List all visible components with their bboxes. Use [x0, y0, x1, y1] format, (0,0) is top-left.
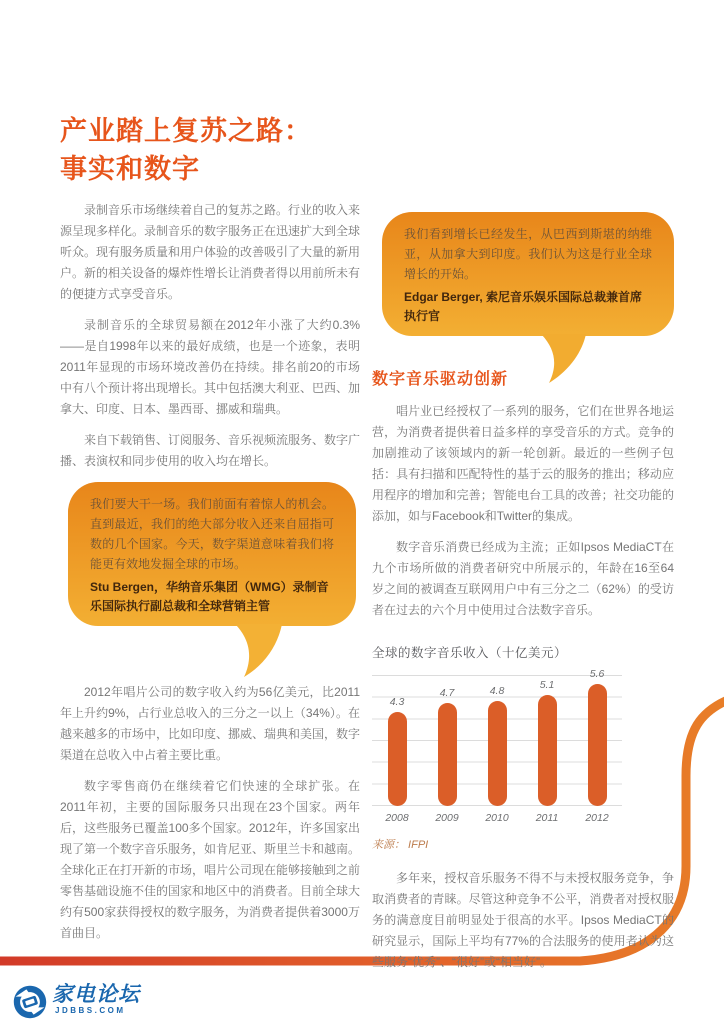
chart-plot-area — [372, 668, 622, 806]
x-axis-label: 2009 — [435, 812, 459, 824]
bar-value-label: 4.8 — [489, 685, 505, 697]
quote-text: 我们要大干一场。我们前面有着惊人的机会。直到最近，我们的绝大部分收入还来自屈指可数的几个国家。今天，数字渠道意味着我们将能更有效地发掘全球的市场。 — [90, 497, 334, 571]
x-axis-label: 2012 — [585, 812, 609, 824]
jdbbs-logo — [12, 984, 140, 1020]
x-axis-label: 2008 — [385, 812, 409, 824]
chart-source: 来源： IFPI — [372, 839, 429, 851]
chart-xlabels — [372, 812, 622, 824]
bar — [438, 703, 457, 806]
page-title-line1: 产业踏上复苏之路： — [60, 116, 312, 146]
quote-attribution: Edgar Berger, 索尼音乐娱乐国际总裁兼首席执行官 — [404, 290, 643, 323]
paragraph: 多年来，授权音乐服务不得不与未授权服务竞争，争取消费者的青睐。尽管这种竞争不公平，消费者对授权服务的满意度目前明显处于很高的水平。Ipsos MediaCT的研究显示，国际上平均有77%的合法服务的使用者认为这些服务“优秀”、“很好”或“相当好”。 — [372, 871, 674, 969]
bar — [388, 712, 407, 806]
left-column — [60, 200, 360, 954]
right-column — [372, 212, 674, 983]
bar-column — [372, 696, 422, 806]
quote-bubble-stu-bergen — [68, 482, 356, 626]
bar-value-label: 5.6 — [589, 668, 605, 680]
swirl-icon — [12, 984, 48, 1020]
paragraph: 来自下载销售、订阅服务、音乐视频流服务、数字广播、表演权和同步使用的收入均在增长。 — [60, 433, 361, 468]
paragraph: 唱片业已经授权了一系列的服务，它们在世界各地运营，为消费者提供着日益多样的享受音乐的方式。竞争的加剧推动了该领域内的新一轮创新。最近的一些例子包括：具有扫描和匹配特性的基于云的服务的推出；移动应用程序的增加和完善；智能电台工具的改善；社交功能的添加，如与Facebook和Twitter的集成。 — [372, 404, 674, 523]
logo-domain: JDBBS.COM — [55, 1006, 126, 1015]
chart-title: 全球的数字音乐收入（十亿美元） — [372, 646, 568, 660]
bar-column — [422, 687, 472, 806]
paragraph: 录制音乐市场继续着自己的复苏之路。行业的收入来源呈现多样化。录制音乐的数字服务正在迅速扩大到全球听众。现有服务质量和用户体验的改善吸引了大量的新用户。新的相关设备的爆炸性增长让消费者得以用前所未有的便捷方式享受音乐。 — [60, 203, 361, 301]
x-axis-label: 2011 — [535, 812, 559, 824]
section-heading: 数字音乐驱动创新 — [372, 371, 509, 388]
bar-value-label: 4.3 — [389, 696, 405, 708]
bar-column — [522, 679, 572, 806]
paragraph: 数字音乐消费已经成为主流；正如Ipsos MediaCT在九个市场所做的消费者研究中所展示的，年龄在16至64岁之间的被调查互联网用户中有三分之二（62%）的受访者在过去的六个月中使用过合法数字音乐。 — [372, 540, 674, 617]
paragraph: 录制音乐的全球贸易额在2012年小涨了大约0.3%——是自1998年以来的最好成绩，也是一个迹象，表明2011年显现的市场环境改善仍在持续。排名前20的市场中有八个预计将出现增长。其中包括澳大利亚、巴西、加拿大、印度、日本、墨西哥、挪威和瑞典。 — [60, 318, 361, 416]
page-title-line2: 事实和数字 — [60, 154, 200, 184]
bar-column — [572, 668, 622, 806]
bar-column — [472, 685, 522, 806]
paragraph: 数字零售商仍在继续着它们快速的全球扩张。在2011年初，主要的国际服务只出现在23个国家。两年后，这些服务已覆盖100多个国家。2012年，许多国家出现了第一个数字音乐服务，如肯尼亚、斯里兰卡和越南。全球化正在打开新的市场，唱片公司现在能够接触到之前零售基础设施不佳的国家和地区中的消费者。目前全球大约有500家获得授权的数字服务，为消费者提供着3000万首曲目。 — [60, 779, 361, 940]
bar-value-label: 4.7 — [439, 687, 455, 699]
digital-revenue-bar-chart — [372, 643, 632, 852]
bar — [588, 684, 607, 806]
logo-text — [52, 984, 140, 1015]
chart-bars — [372, 646, 622, 806]
page-title — [60, 112, 312, 188]
quote-attribution: Stu Bergen，华纳音乐集团（WMG）录制音乐国际执行副总裁和全球营销主管 — [90, 580, 329, 613]
bar — [538, 695, 557, 806]
bar — [488, 701, 507, 806]
paragraph: 2012年唱片公司的数字收入约为56亿美元，比2011年上升约9%，占行业总收入的三分之一以上（34%）。在越来越多的市场中，比如印度、挪威、瑞典和美国，数字渠道在总收入中占着主要比重。 — [60, 685, 361, 762]
x-axis-label: 2010 — [485, 812, 509, 824]
logo-name: 家电论坛 — [52, 983, 140, 1006]
quote-text: 我们看到增长已经发生，从巴西到斯堪的纳维亚，从加拿大到印度。我们认为这是行业全球增长的开始。 — [404, 227, 652, 281]
quote-bubble-edgar-berger — [382, 212, 674, 336]
bar-value-label: 5.1 — [539, 679, 555, 691]
spacer — [60, 626, 360, 682]
